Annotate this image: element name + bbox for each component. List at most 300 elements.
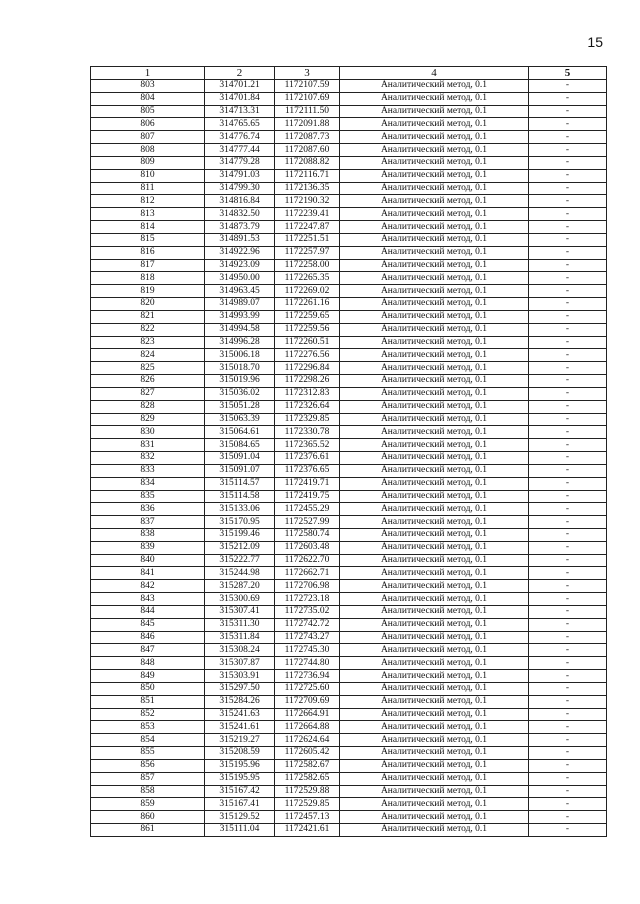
y-coordinate-cell: 1172365.52 bbox=[275, 439, 340, 452]
x-coordinate-cell: 315307.41 bbox=[205, 605, 275, 618]
method-cell: Аналитический метод, 0.1 bbox=[340, 528, 529, 541]
point-number-cell: 838 bbox=[91, 528, 205, 541]
table-row bbox=[91, 618, 607, 631]
note-cell: - bbox=[529, 644, 607, 657]
y-coordinate-cell: 1172605.42 bbox=[275, 747, 340, 760]
point-number-cell: 817 bbox=[91, 259, 205, 272]
header-row bbox=[91, 67, 607, 80]
y-coordinate-cell: 1172239.41 bbox=[275, 208, 340, 221]
point-number-cell: 823 bbox=[91, 336, 205, 349]
table-row bbox=[91, 605, 607, 618]
x-coordinate-cell: 315287.20 bbox=[205, 580, 275, 593]
header-col-4: 4 bbox=[340, 67, 529, 80]
point-number-cell: 861 bbox=[91, 824, 205, 837]
note-cell: - bbox=[529, 747, 607, 760]
header-col-5: 5 bbox=[529, 67, 607, 80]
point-number-cell: 827 bbox=[91, 387, 205, 400]
header-col-1: 1 bbox=[91, 67, 205, 80]
table-row bbox=[91, 413, 607, 426]
y-coordinate-cell: 1172744.80 bbox=[275, 657, 340, 670]
point-number-cell: 804 bbox=[91, 92, 205, 105]
y-coordinate-cell: 1172457.13 bbox=[275, 811, 340, 824]
y-coordinate-cell: 1172723.18 bbox=[275, 593, 340, 606]
y-coordinate-cell: 1172296.84 bbox=[275, 362, 340, 375]
x-coordinate-cell: 314765.65 bbox=[205, 118, 275, 131]
point-number-cell: 852 bbox=[91, 708, 205, 721]
y-coordinate-cell: 1172603.48 bbox=[275, 541, 340, 554]
point-number-cell: 851 bbox=[91, 695, 205, 708]
y-coordinate-cell: 1172087.60 bbox=[275, 144, 340, 157]
method-cell: Аналитический метод, 0.1 bbox=[340, 554, 529, 567]
x-coordinate-cell: 314776.74 bbox=[205, 131, 275, 144]
table-row bbox=[91, 144, 607, 157]
method-cell: Аналитический метод, 0.1 bbox=[340, 221, 529, 234]
x-coordinate-cell: 315212.09 bbox=[205, 541, 275, 554]
note-cell: - bbox=[529, 195, 607, 208]
y-coordinate-cell: 1172662.71 bbox=[275, 567, 340, 580]
table-row bbox=[91, 233, 607, 246]
method-cell: Аналитический метод, 0.1 bbox=[340, 644, 529, 657]
x-coordinate-cell: 315307.87 bbox=[205, 657, 275, 670]
method-cell: Аналитический метод, 0.1 bbox=[340, 721, 529, 734]
y-coordinate-cell: 1172709.69 bbox=[275, 695, 340, 708]
table-row bbox=[91, 452, 607, 465]
table-row bbox=[91, 131, 607, 144]
table-row bbox=[91, 811, 607, 824]
table-row bbox=[91, 798, 607, 811]
y-coordinate-cell: 1172116.71 bbox=[275, 169, 340, 182]
x-coordinate-cell: 315241.61 bbox=[205, 721, 275, 734]
y-coordinate-cell: 1172736.94 bbox=[275, 670, 340, 683]
x-coordinate-cell: 314816.84 bbox=[205, 195, 275, 208]
note-cell: - bbox=[529, 695, 607, 708]
y-coordinate-cell: 1172743.27 bbox=[275, 631, 340, 644]
point-number-cell: 816 bbox=[91, 246, 205, 259]
x-coordinate-cell: 315063.39 bbox=[205, 413, 275, 426]
point-number-cell: 834 bbox=[91, 477, 205, 490]
x-coordinate-cell: 315167.42 bbox=[205, 785, 275, 798]
method-cell: Аналитический метод, 0.1 bbox=[340, 580, 529, 593]
table-row bbox=[91, 221, 607, 234]
x-coordinate-cell: 315195.96 bbox=[205, 759, 275, 772]
note-cell: - bbox=[529, 605, 607, 618]
method-cell: Аналитический метод, 0.1 bbox=[340, 400, 529, 413]
note-cell: - bbox=[529, 721, 607, 734]
y-coordinate-cell: 1172455.29 bbox=[275, 503, 340, 516]
y-coordinate-cell: 1172664.88 bbox=[275, 721, 340, 734]
x-coordinate-cell: 314993.99 bbox=[205, 310, 275, 323]
point-number-cell: 842 bbox=[91, 580, 205, 593]
table-row bbox=[91, 554, 607, 567]
point-number-cell: 858 bbox=[91, 785, 205, 798]
y-coordinate-cell: 1172298.26 bbox=[275, 375, 340, 388]
table-row bbox=[91, 490, 607, 503]
method-cell: Аналитический метод, 0.1 bbox=[340, 682, 529, 695]
y-coordinate-cell: 1172745.30 bbox=[275, 644, 340, 657]
y-coordinate-cell: 1172529.88 bbox=[275, 785, 340, 798]
y-coordinate-cell: 1172190.32 bbox=[275, 195, 340, 208]
method-cell: Аналитический метод, 0.1 bbox=[340, 246, 529, 259]
method-cell: Аналитический метод, 0.1 bbox=[340, 362, 529, 375]
table-row bbox=[91, 759, 607, 772]
y-coordinate-cell: 1172107.59 bbox=[275, 80, 340, 93]
y-coordinate-cell: 1172251.51 bbox=[275, 233, 340, 246]
method-cell: Аналитический метод, 0.1 bbox=[340, 541, 529, 554]
table-row bbox=[91, 670, 607, 683]
note-cell: - bbox=[529, 516, 607, 529]
note-cell: - bbox=[529, 541, 607, 554]
point-number-cell: 808 bbox=[91, 144, 205, 157]
y-coordinate-cell: 1172107.69 bbox=[275, 92, 340, 105]
table-row bbox=[91, 644, 607, 657]
y-coordinate-cell: 1172259.65 bbox=[275, 310, 340, 323]
y-coordinate-cell: 1172111.50 bbox=[275, 105, 340, 118]
method-cell: Аналитический метод, 0.1 bbox=[340, 747, 529, 760]
y-coordinate-cell: 1172580.74 bbox=[275, 528, 340, 541]
point-number-cell: 830 bbox=[91, 426, 205, 439]
x-coordinate-cell: 315114.58 bbox=[205, 490, 275, 503]
table-row bbox=[91, 477, 607, 490]
point-number-cell: 835 bbox=[91, 490, 205, 503]
point-number-cell: 820 bbox=[91, 298, 205, 311]
x-coordinate-cell: 315167.41 bbox=[205, 798, 275, 811]
point-number-cell: 844 bbox=[91, 605, 205, 618]
table-row bbox=[91, 503, 607, 516]
table-row bbox=[91, 541, 607, 554]
x-coordinate-cell: 314989.07 bbox=[205, 298, 275, 311]
note-cell: - bbox=[529, 593, 607, 606]
x-coordinate-cell: 314713.31 bbox=[205, 105, 275, 118]
y-coordinate-cell: 1172419.75 bbox=[275, 490, 340, 503]
method-cell: Аналитический метод, 0.1 bbox=[340, 413, 529, 426]
note-cell: - bbox=[529, 503, 607, 516]
table-row bbox=[91, 285, 607, 298]
method-cell: Аналитический метод, 0.1 bbox=[340, 144, 529, 157]
note-cell: - bbox=[529, 618, 607, 631]
note-cell: - bbox=[529, 208, 607, 221]
point-number-cell: 837 bbox=[91, 516, 205, 529]
note-cell: - bbox=[529, 285, 607, 298]
note-cell: - bbox=[529, 708, 607, 721]
point-number-cell: 856 bbox=[91, 759, 205, 772]
note-cell: - bbox=[529, 221, 607, 234]
point-number-cell: 814 bbox=[91, 221, 205, 234]
method-cell: Аналитический метод, 0.1 bbox=[340, 516, 529, 529]
note-cell: - bbox=[529, 336, 607, 349]
table-row bbox=[91, 272, 607, 285]
method-cell: Аналитический метод, 0.1 bbox=[340, 426, 529, 439]
note-cell: - bbox=[529, 772, 607, 785]
x-coordinate-cell: 314922.96 bbox=[205, 246, 275, 259]
x-coordinate-cell: 315208.59 bbox=[205, 747, 275, 760]
x-coordinate-cell: 315244.98 bbox=[205, 567, 275, 580]
note-cell: - bbox=[529, 375, 607, 388]
note-cell: - bbox=[529, 464, 607, 477]
x-coordinate-cell: 315297.50 bbox=[205, 682, 275, 695]
table-row bbox=[91, 298, 607, 311]
y-coordinate-cell: 1172330.78 bbox=[275, 426, 340, 439]
y-coordinate-cell: 1172624.64 bbox=[275, 734, 340, 747]
point-number-cell: 822 bbox=[91, 323, 205, 336]
table-row bbox=[91, 516, 607, 529]
point-number-cell: 829 bbox=[91, 413, 205, 426]
header-col-3: 3 bbox=[275, 67, 340, 80]
method-cell: Аналитический метод, 0.1 bbox=[340, 323, 529, 336]
x-coordinate-cell: 315064.61 bbox=[205, 426, 275, 439]
note-cell: - bbox=[529, 387, 607, 400]
note-cell: - bbox=[529, 554, 607, 567]
x-coordinate-cell: 315051.28 bbox=[205, 400, 275, 413]
point-number-cell: 859 bbox=[91, 798, 205, 811]
point-number-cell: 811 bbox=[91, 182, 205, 195]
y-coordinate-cell: 1172735.02 bbox=[275, 605, 340, 618]
table-row bbox=[91, 349, 607, 362]
y-coordinate-cell: 1172376.61 bbox=[275, 452, 340, 465]
note-cell: - bbox=[529, 452, 607, 465]
x-coordinate-cell: 314891.53 bbox=[205, 233, 275, 246]
point-number-cell: 850 bbox=[91, 682, 205, 695]
y-coordinate-cell: 1172421.61 bbox=[275, 824, 340, 837]
table-row bbox=[91, 785, 607, 798]
table-row bbox=[91, 734, 607, 747]
point-number-cell: 807 bbox=[91, 131, 205, 144]
y-coordinate-cell: 1172259.56 bbox=[275, 323, 340, 336]
method-cell: Аналитический метод, 0.1 bbox=[340, 811, 529, 824]
y-coordinate-cell: 1172376.65 bbox=[275, 464, 340, 477]
point-number-cell: 803 bbox=[91, 80, 205, 93]
y-coordinate-cell: 1172329.85 bbox=[275, 413, 340, 426]
table-row bbox=[91, 336, 607, 349]
x-coordinate-cell: 315036.02 bbox=[205, 387, 275, 400]
point-number-cell: 818 bbox=[91, 272, 205, 285]
method-cell: Аналитический метод, 0.1 bbox=[340, 92, 529, 105]
method-cell: Аналитический метод, 0.1 bbox=[340, 387, 529, 400]
table-row bbox=[91, 528, 607, 541]
point-number-cell: 847 bbox=[91, 644, 205, 657]
method-cell: Аналитический метод, 0.1 bbox=[340, 657, 529, 670]
table-row bbox=[91, 426, 607, 439]
method-cell: Аналитический метод, 0.1 bbox=[340, 208, 529, 221]
table-row bbox=[91, 747, 607, 760]
note-cell: - bbox=[529, 759, 607, 772]
y-coordinate-cell: 1172258.00 bbox=[275, 259, 340, 272]
point-number-cell: 809 bbox=[91, 156, 205, 169]
x-coordinate-cell: 315284.26 bbox=[205, 695, 275, 708]
method-cell: Аналитический метод, 0.1 bbox=[340, 233, 529, 246]
note-cell: - bbox=[529, 92, 607, 105]
table-row bbox=[91, 682, 607, 695]
table-row bbox=[91, 824, 607, 837]
table-row bbox=[91, 310, 607, 323]
table-row bbox=[91, 708, 607, 721]
method-cell: Аналитический метод, 0.1 bbox=[340, 272, 529, 285]
method-cell: Аналитический метод, 0.1 bbox=[340, 631, 529, 644]
y-coordinate-cell: 1172261.16 bbox=[275, 298, 340, 311]
method-cell: Аналитический метод, 0.1 bbox=[340, 298, 529, 311]
point-number-cell: 805 bbox=[91, 105, 205, 118]
method-cell: Аналитический метод, 0.1 bbox=[340, 131, 529, 144]
y-coordinate-cell: 1172664.91 bbox=[275, 708, 340, 721]
y-coordinate-cell: 1172326.64 bbox=[275, 400, 340, 413]
table-row bbox=[91, 169, 607, 182]
note-cell: - bbox=[529, 400, 607, 413]
x-coordinate-cell: 315114.57 bbox=[205, 477, 275, 490]
point-number-cell: 845 bbox=[91, 618, 205, 631]
point-number-cell: 821 bbox=[91, 310, 205, 323]
point-number-cell: 853 bbox=[91, 721, 205, 734]
method-cell: Аналитический метод, 0.1 bbox=[340, 80, 529, 93]
x-coordinate-cell: 315006.18 bbox=[205, 349, 275, 362]
table-row bbox=[91, 387, 607, 400]
y-coordinate-cell: 1172527.99 bbox=[275, 516, 340, 529]
method-cell: Аналитический метод, 0.1 bbox=[340, 785, 529, 798]
note-cell: - bbox=[529, 362, 607, 375]
method-cell: Аналитический метод, 0.1 bbox=[340, 772, 529, 785]
note-cell: - bbox=[529, 118, 607, 131]
x-coordinate-cell: 315018.70 bbox=[205, 362, 275, 375]
method-cell: Аналитический метод, 0.1 bbox=[340, 349, 529, 362]
note-cell: - bbox=[529, 349, 607, 362]
x-coordinate-cell: 315241.63 bbox=[205, 708, 275, 721]
note-cell: - bbox=[529, 80, 607, 93]
y-coordinate-cell: 1172091.88 bbox=[275, 118, 340, 131]
coordinates-table bbox=[90, 66, 607, 837]
note-cell: - bbox=[529, 131, 607, 144]
point-number-cell: 828 bbox=[91, 400, 205, 413]
y-coordinate-cell: 1172622.70 bbox=[275, 554, 340, 567]
x-coordinate-cell: 315311.84 bbox=[205, 631, 275, 644]
note-cell: - bbox=[529, 811, 607, 824]
point-number-cell: 826 bbox=[91, 375, 205, 388]
x-coordinate-cell: 315133.06 bbox=[205, 503, 275, 516]
y-coordinate-cell: 1172136.35 bbox=[275, 182, 340, 195]
y-coordinate-cell: 1172742.72 bbox=[275, 618, 340, 631]
x-coordinate-cell: 314791.03 bbox=[205, 169, 275, 182]
table-row bbox=[91, 208, 607, 221]
x-coordinate-cell: 314950.00 bbox=[205, 272, 275, 285]
y-coordinate-cell: 1172269.02 bbox=[275, 285, 340, 298]
note-cell: - bbox=[529, 246, 607, 259]
x-coordinate-cell: 315091.04 bbox=[205, 452, 275, 465]
x-coordinate-cell: 314799.30 bbox=[205, 182, 275, 195]
table-row bbox=[91, 772, 607, 785]
table-row bbox=[91, 156, 607, 169]
x-coordinate-cell: 314701.84 bbox=[205, 92, 275, 105]
x-coordinate-cell: 314832.50 bbox=[205, 208, 275, 221]
table-row bbox=[91, 580, 607, 593]
point-number-cell: 824 bbox=[91, 349, 205, 362]
y-coordinate-cell: 1172087.73 bbox=[275, 131, 340, 144]
point-number-cell: 815 bbox=[91, 233, 205, 246]
point-number-cell: 843 bbox=[91, 593, 205, 606]
point-number-cell: 813 bbox=[91, 208, 205, 221]
table-row bbox=[91, 721, 607, 734]
method-cell: Аналитический метод, 0.1 bbox=[340, 605, 529, 618]
note-cell: - bbox=[529, 323, 607, 336]
point-number-cell: 819 bbox=[91, 285, 205, 298]
note-cell: - bbox=[529, 580, 607, 593]
y-coordinate-cell: 1172706.98 bbox=[275, 580, 340, 593]
x-coordinate-cell: 315300.69 bbox=[205, 593, 275, 606]
x-coordinate-cell: 315170.95 bbox=[205, 516, 275, 529]
note-cell: - bbox=[529, 105, 607, 118]
method-cell: Аналитический метод, 0.1 bbox=[340, 118, 529, 131]
table-header bbox=[91, 67, 607, 80]
method-cell: Аналитический метод, 0.1 bbox=[340, 490, 529, 503]
y-coordinate-cell: 1172529.85 bbox=[275, 798, 340, 811]
method-cell: Аналитический метод, 0.1 bbox=[340, 593, 529, 606]
x-coordinate-cell: 315199.46 bbox=[205, 528, 275, 541]
method-cell: Аналитический метод, 0.1 bbox=[340, 695, 529, 708]
note-cell: - bbox=[529, 631, 607, 644]
table-row bbox=[91, 695, 607, 708]
x-coordinate-cell: 315311.30 bbox=[205, 618, 275, 631]
y-coordinate-cell: 1172276.56 bbox=[275, 349, 340, 362]
table-row bbox=[91, 631, 607, 644]
x-coordinate-cell: 314963.45 bbox=[205, 285, 275, 298]
note-cell: - bbox=[529, 798, 607, 811]
method-cell: Аналитический метод, 0.1 bbox=[340, 464, 529, 477]
note-cell: - bbox=[529, 824, 607, 837]
y-coordinate-cell: 1172247.87 bbox=[275, 221, 340, 234]
x-coordinate-cell: 314779.28 bbox=[205, 156, 275, 169]
method-cell: Аналитический метод, 0.1 bbox=[340, 477, 529, 490]
x-coordinate-cell: 315195.95 bbox=[205, 772, 275, 785]
table-row bbox=[91, 593, 607, 606]
table-row bbox=[91, 323, 607, 336]
note-cell: - bbox=[529, 233, 607, 246]
table-row bbox=[91, 362, 607, 375]
point-number-cell: 812 bbox=[91, 195, 205, 208]
point-number-cell: 833 bbox=[91, 464, 205, 477]
note-cell: - bbox=[529, 169, 607, 182]
point-number-cell: 857 bbox=[91, 772, 205, 785]
y-coordinate-cell: 1172419.71 bbox=[275, 477, 340, 490]
method-cell: Аналитический метод, 0.1 bbox=[340, 798, 529, 811]
note-cell: - bbox=[529, 785, 607, 798]
header-col-2: 2 bbox=[205, 67, 275, 80]
method-cell: Аналитический метод, 0.1 bbox=[340, 156, 529, 169]
note-cell: - bbox=[529, 477, 607, 490]
method-cell: Аналитический метод, 0.1 bbox=[340, 503, 529, 516]
point-number-cell: 831 bbox=[91, 439, 205, 452]
table-row bbox=[91, 92, 607, 105]
x-coordinate-cell: 314873.79 bbox=[205, 221, 275, 234]
point-number-cell: 840 bbox=[91, 554, 205, 567]
method-cell: Аналитический метод, 0.1 bbox=[340, 824, 529, 837]
table-row bbox=[91, 439, 607, 452]
table-row bbox=[91, 80, 607, 93]
x-coordinate-cell: 314994.58 bbox=[205, 323, 275, 336]
note-cell: - bbox=[529, 259, 607, 272]
method-cell: Аналитический метод, 0.1 bbox=[340, 195, 529, 208]
x-coordinate-cell: 315308.24 bbox=[205, 644, 275, 657]
method-cell: Аналитический метод, 0.1 bbox=[340, 734, 529, 747]
point-number-cell: 860 bbox=[91, 811, 205, 824]
method-cell: Аналитический метод, 0.1 bbox=[340, 310, 529, 323]
table-row bbox=[91, 182, 607, 195]
x-coordinate-cell: 314923.09 bbox=[205, 259, 275, 272]
note-cell: - bbox=[529, 567, 607, 580]
note-cell: - bbox=[529, 298, 607, 311]
point-number-cell: 825 bbox=[91, 362, 205, 375]
note-cell: - bbox=[529, 490, 607, 503]
table-row bbox=[91, 400, 607, 413]
x-coordinate-cell: 315303.91 bbox=[205, 670, 275, 683]
point-number-cell: 832 bbox=[91, 452, 205, 465]
note-cell: - bbox=[529, 144, 607, 157]
table-row bbox=[91, 195, 607, 208]
